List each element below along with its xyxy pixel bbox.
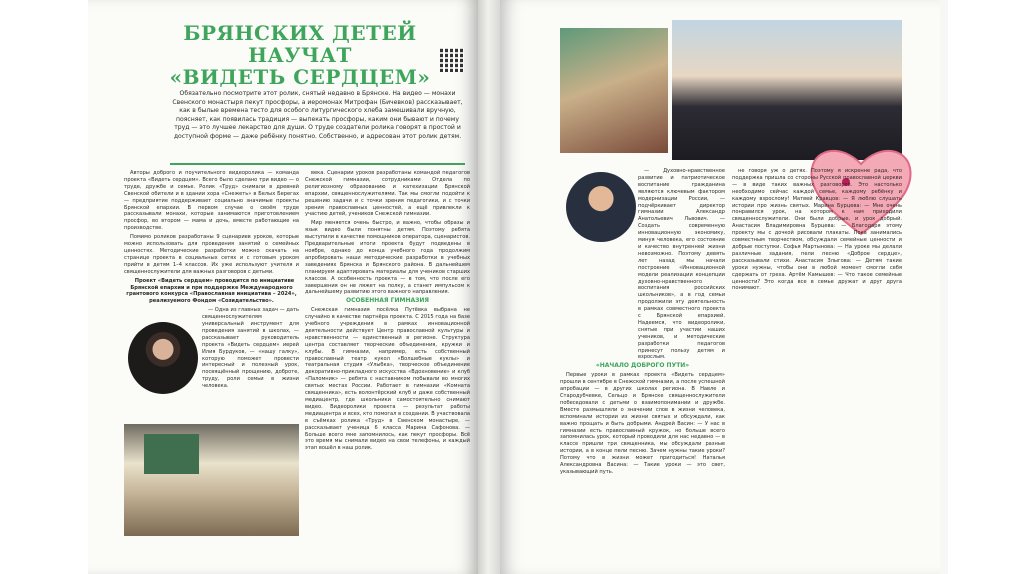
divider <box>170 163 465 165</box>
paragraph: — Одна из главных задач — дать священнослужителям универсальный инструмент для проведения занятий в школах, — рассказывает руководитель проекта «Видеть сердцем» иерей Илия Бурдуков, — «нашу галку», которую поможет провести интересный и полезный урок, посвящённый прощению, доброте, труду, роли семьи в жизни человека. <box>202 307 299 390</box>
left-column-2 <box>305 170 470 542</box>
subheading-gymnasium: ОСОБЕННАЯ ГИМНАЗИЯ <box>345 297 430 305</box>
paragraph: Снежская гимназия посёлка Путёвка выбрана не случайно в качестве партнёра проекта. С 2015 года на базе учебного учреждения в рамках инновационной деятельности действует Центр православной культуры и нравственности — единственный в регионе. Структура центра составляет творческие объединения, кружки и клубы. В гимназии, например, есть собственный православный театр кукол «Волшебные куклы» и театральная студия «Улыбка», творческое объединение декоративно-прикладного искусства «Вдохновение» и клуб «Паломник» — ребята с наставником побывали во многих святых местах России. Работает в гимназии «Комната священника», есть волонтёрский клуб и даже собственный медиацентр, где школьники самостоятельно снимают видео. Видеоролики проекта — результат работы медиацентра и всех, кто помогал в создании. В участвовала в съёмках ролика «Труд» в Свенском монастыре, — рассказывает ученица 6 класса Марина Сафонова. — Больше всего мне запомнилось, как пекут просфоры. Всё это время мы снимали видео на свои телефоны, и каждый этап вошёл в наш ролик. <box>305 307 470 452</box>
article-lead: Обязательно посмотрите этот ролик, снятый недавно в Брянске. На видео — монахи Свенского монастыря пекут просфоры, а иеромонах Митрофан (Бичевков) рассказывает, как в былые времена тесто для особого литургического хлеба замешивали вручную, поясняет, как появилась традиция — выпекать просфоры, каким они бывают и почему труд — это лучшее лекарство для души. О труде создатели ролика говорят в простой и доступной форме — даже ребёнку понятно. Собственно, и адресован этот ролик детям. <box>172 90 463 140</box>
group-photo <box>672 20 902 160</box>
subheading-good-path: «НАЧАЛО ДОБРОГО ПУТИ» <box>595 362 690 370</box>
paragraph: века. Сценарии уроков разработаны командой педагогов Снежской гимназии, сотрудниками Отдела по религиозному образованию и катехизации Брянской епархии, священнослужителями. Так мы смогли подойти к решению задачи и с точки зрения педагогики, и с точки зрения православных ценностей, а ещё привлекли к участию детей, учеников Снежской гимназии. <box>305 170 470 218</box>
paragraph: не говоря уж о детях. Поэтому я искренне рада, что поддержка пришла со стороны Русской православной церкви — в виде таких важных разговоров. Это настолько необходимо сейчас каждой семье, каждому ребёнку и каждому взрослому! Матвей Кравцов: — Я люблю слушать истории про жизнь святых. Марина Бурцева: — Мне очень понравился урок, на котором к нам приходили священнослужители. Они были добрые, и урок добрый. Анастасия Владимировна Бурцева: — Благодаря этому проекту мы с дочкой рисовали плакаты. Пока занимались совместным творчеством, обсуждали семейные ценности и добрые поступки. Софья Мартынова: — На уроке мы делали различные задания, пели песню «Доброе сердце», рассказывали стихи. Анастасия Злыгова: — Детям такие уроки нужны, чтобы они в любой момент смогли себя сдержать от греха. Артём Камышев: — Что такое семейные ценности? Это когда все в семье дружат и друг друга понимают. <box>732 168 902 292</box>
page-gutter <box>478 0 500 574</box>
article-title <box>150 22 450 88</box>
paragraph: Авторы доброго и поучительного видеоролика — команда проекта «Видеть сердцем». Всего было сделано три видео — о труде, дружбе и семье. Ролик «Труд» снимали в древней Свенской обители и в здании хора «Снежеть» в Белых Берегах — предприятие поддерживает социально значимые проекты Брянской епархии. В первом случае о своём труде рассказывали монахи, которые занимаются приготовлением просфор, во втором — мама и дочь, вместе работающие на производстве. <box>124 170 299 232</box>
right-column-2 <box>732 168 902 546</box>
children-photo <box>560 28 668 153</box>
title-line-2: «ВИДЕТЬ СЕРДЦЕМ» <box>169 65 431 89</box>
qr-code-icon[interactable] <box>440 48 464 72</box>
priest-portrait-photo <box>128 322 198 394</box>
paragraph: Помимо роликов разработаны 9 сценариев уроков, которые можно использовать для проведения занятий о семейных ценностях. Методические разработки можно скачать на странице проекта в социальных сетях и с готовым уроком прийти в детям 1–4 классов. Их уже используют учителя и священнослужители для важных разговоров с детьми. <box>124 234 299 275</box>
paragraph: Мир меняется очень быстро, и важно, чтобы образы и язык видео были понятны детям. Поэтому ребята выступили в качестве помощников оператора, сценаристов. Предварительные итоги проекта будут подведены в ноябре, однако до конца учебного года продолжим апробировать наши методические разработки в учебных заведениях Брянска и Брянского района. В дальнейшем планируем адаптировать материалы для учеников старших классов. А особенность проекта — в том, что после его завершения он не ляжет на полку, а станет импульсом к дальнейшему развитию этого важного направления. <box>305 220 470 296</box>
title-line-1: БРЯНСКИХ ДЕТЕЙ НАУЧАТ <box>183 21 417 67</box>
paragraph: — Духовно-нравственное развитие и патриотическое воспитание гражданина являются ключевым фактором модернизации России, — подчёркивает директор гимназии Александр Анатольевич Львович. — Создать современную инновационную экономику, минуя человека, его состояние и качество внутренней жизни невозможно. Поэтому девять лет назад мы начали построение «Инновационной модели реализации концепции духовно-нравственного воспитания российских школьников», а в год семьи продолжили эту деятельность в рамках совместного проекта с Брянской епархией. Надеемся, что видеоролики, снятые при участии наших учеников, и методические разработки педагогов принесут пользу детям и взрослым. <box>638 168 725 361</box>
classroom-photo <box>124 424 299 536</box>
right-column-1 <box>560 168 725 546</box>
project-note: Проект «Видеть сердцем» проводится по инициативе Брянской епархии и при поддержке Международного грантового конкурса «Православная инициатива – 2024», реализуемого Фондом «Созидательство». <box>126 277 297 305</box>
paragraph: Первые уроки в рамках проекта «Видеть сердцем» прошли в сентябре в Снежской гимназии, а после успешной апробации — в других школах региона. В Навле и Стародубчевке, Сельцо и Брянске священнослужители побеседовали с детьми о взаимопонимании и дружбе. Вместе размышляли о значении слов в жизни человека, вспоминали истории из жизни святых и обсуждали, как важно прощать и быть добрыми. Андрей Васин: — У нас в гимназии есть православный кружок, но больше всего запомнилась урок, который проводили для нас недавно — в классе пришли три священника, мы обсуждали разные истории, а в конце пели песню. Зачем нужны такие уроки? Потому что в жизни может пригодиться! Наталья Александровна Васина: — Такие уроки — это свет, указывающий путь. <box>560 372 725 475</box>
